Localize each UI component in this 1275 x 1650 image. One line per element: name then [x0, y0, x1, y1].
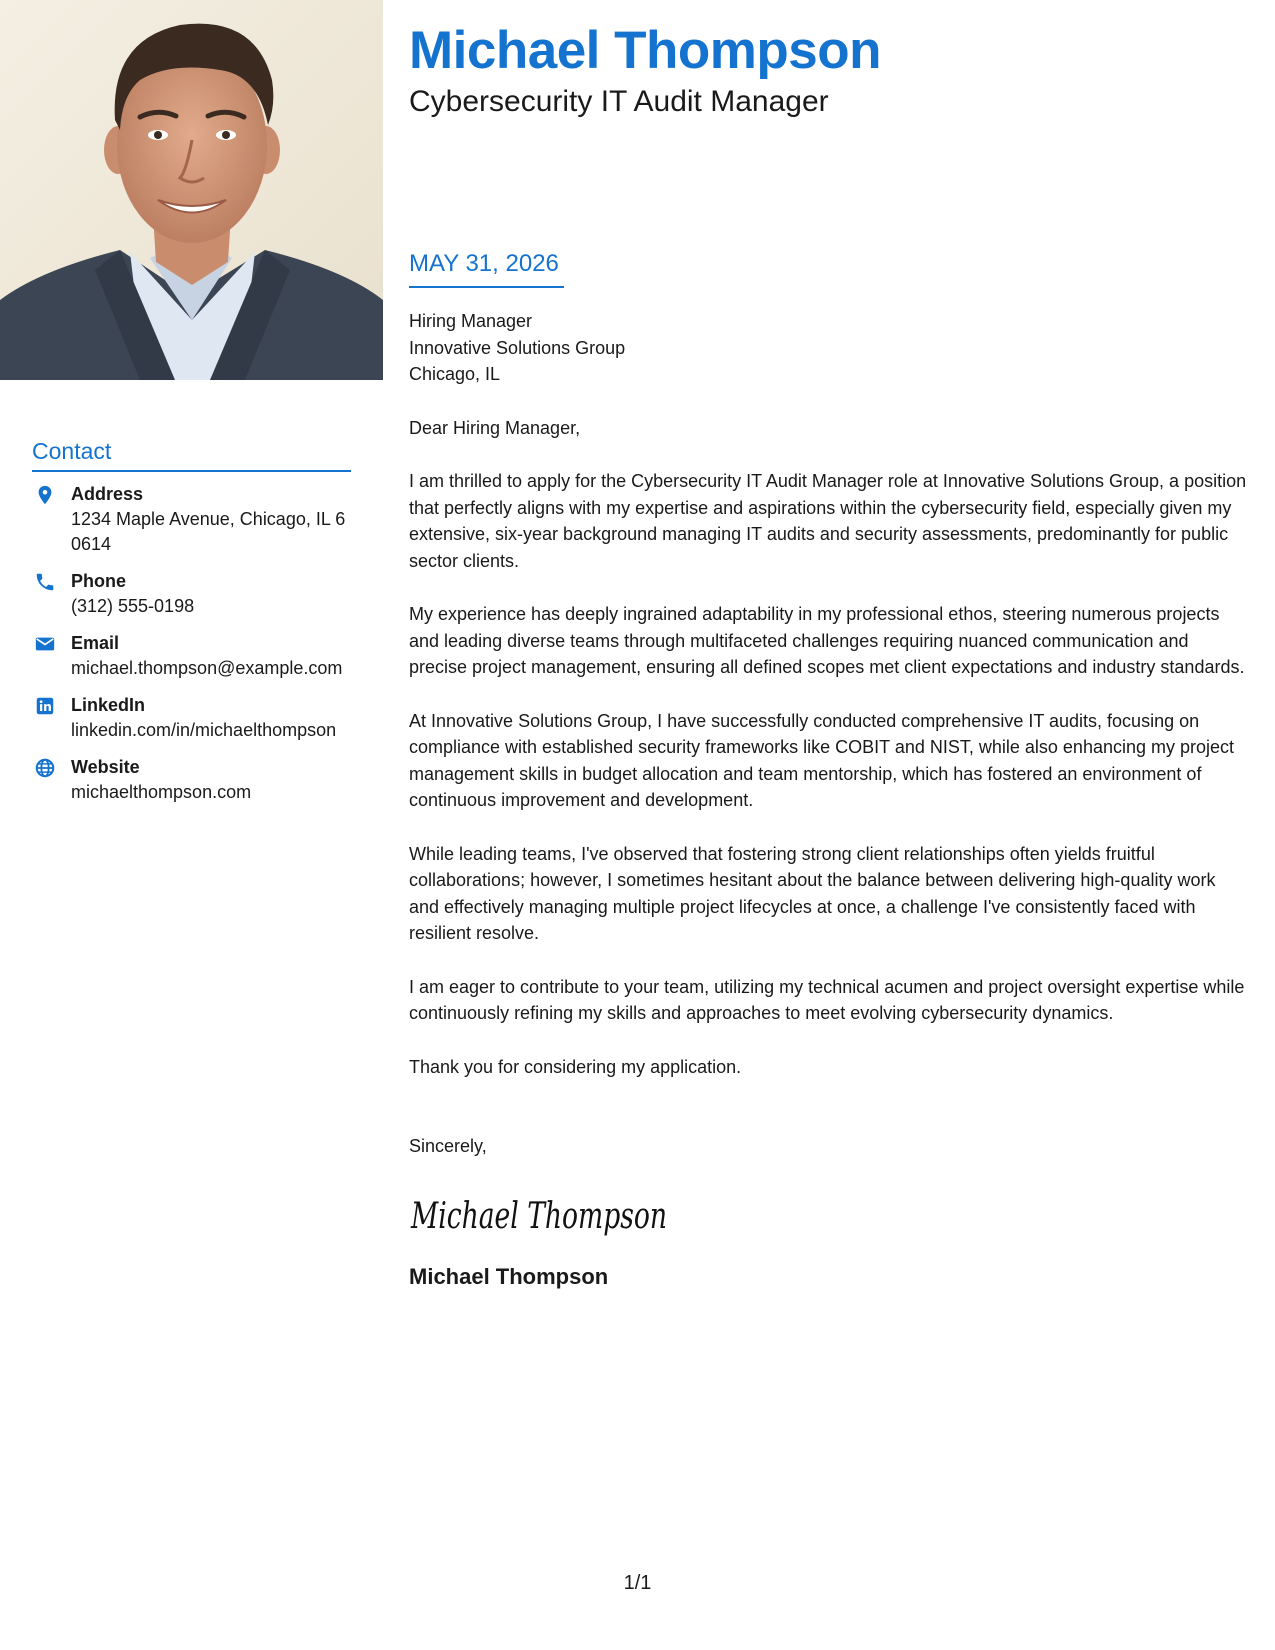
- phone-icon: [34, 571, 56, 593]
- signature-glyphs: Michael Thompson: [410, 1195, 667, 1237]
- signer-name: Michael Thompson: [409, 1263, 609, 1289]
- map-pin-icon: [34, 484, 56, 506]
- globe-icon: [34, 757, 56, 779]
- website-value[interactable]: michaelthompson.com: [71, 782, 252, 802]
- contact-item-linkedin: [32, 693, 352, 743]
- signoff: Sincerely,: [409, 1136, 487, 1156]
- recipient-line: Chicago, IL: [409, 364, 501, 384]
- contact-item-address: [32, 482, 352, 557]
- letter-paragraph: I am thrilled to apply for the Cybersecurity IT Audit Manager role at Innovative Solutions Group, a position that perfectly aligns with my expertise and aspirations within the cybersecurity field, especially given my extensive, six-year background managing IT audits and security assessments, predominantly for public sector clients.: [409, 471, 1247, 571]
- letter-paragraph: My experience has deeply ingrained adaptability in my professional ethos, steering numerous projects and leading diverse teams through multifaceted challenges requiring nuanced communication and precise project management, ensuring all defined scopes met client expectations and industry standards.: [409, 604, 1245, 677]
- email-value[interactable]: michael.thompson@example.com: [71, 658, 343, 678]
- contact-heading: Contact: [32, 438, 112, 464]
- recipient-line: Hiring Manager: [409, 311, 533, 331]
- contact-label: Email: [71, 633, 120, 653]
- phone-value: (312) 555-0198: [71, 596, 195, 616]
- job-title: Cybersecurity IT Audit Manager: [409, 85, 829, 118]
- page-indicator: 1/1: [623, 1572, 652, 1594]
- letter-paragraph: At Innovative Solutions Group, I have successfully conducted comprehensive IT audits, focusing on compliance with established security frameworks like COBIT and NIST, while also enhancing my project management skills in budget allocation and team mentorship, which has fostered an environment of continuous improvement and development.: [409, 710, 1235, 810]
- letter-paragraph: I am eager to contribute to your team, utilizing my technical acumen and project oversight expertise while continuously refining my skills and approaches to meet evolving cybersecurity dynamics.: [409, 976, 1245, 1023]
- applicant-name: Michael Thompson: [409, 21, 881, 80]
- contact-item-website: [32, 755, 352, 805]
- linkedin-value[interactable]: linkedin.com/in/michaelthompson: [71, 720, 337, 740]
- contact-underline: [32, 470, 351, 472]
- contact-label: Address: [71, 484, 144, 504]
- contact-label: Website: [71, 757, 140, 777]
- linkedin-icon: [34, 695, 56, 717]
- contact-label: Phone: [71, 571, 127, 591]
- closing-thanks: Thank you for considering my application.: [409, 1056, 742, 1077]
- profile-photo: [0, 0, 383, 380]
- envelope-icon: [34, 633, 56, 655]
- contact-item-phone: [32, 569, 352, 619]
- salutation: Dear Hiring Manager,: [409, 417, 581, 438]
- contact-list: [32, 482, 352, 817]
- date-underline: [409, 286, 564, 288]
- letter-paragraph: While leading teams, I've observed that fostering strong client relationships often yields fruitful collaborations; however, I sometimes hesitant about the balance between delivering high-quality work and effectively managing multiple project lifecycles at once, a challenge I've consistently faced with resilient resolve.: [409, 843, 1216, 943]
- address-value: 1234 Maple Avenue, Chicago, IL 60614: [71, 509, 346, 554]
- contact-label: LinkedIn: [71, 695, 146, 715]
- recipient-line: Innovative Solutions Group: [409, 337, 626, 358]
- letter-body: [409, 308, 1247, 1290]
- recipient-block: [409, 308, 1247, 388]
- contact-item-email: [32, 631, 352, 681]
- letter-date: MAY 31, 2026: [409, 250, 559, 277]
- handwritten-signature: [409, 1190, 669, 1240]
- portrait-illustration: [0, 0, 383, 380]
